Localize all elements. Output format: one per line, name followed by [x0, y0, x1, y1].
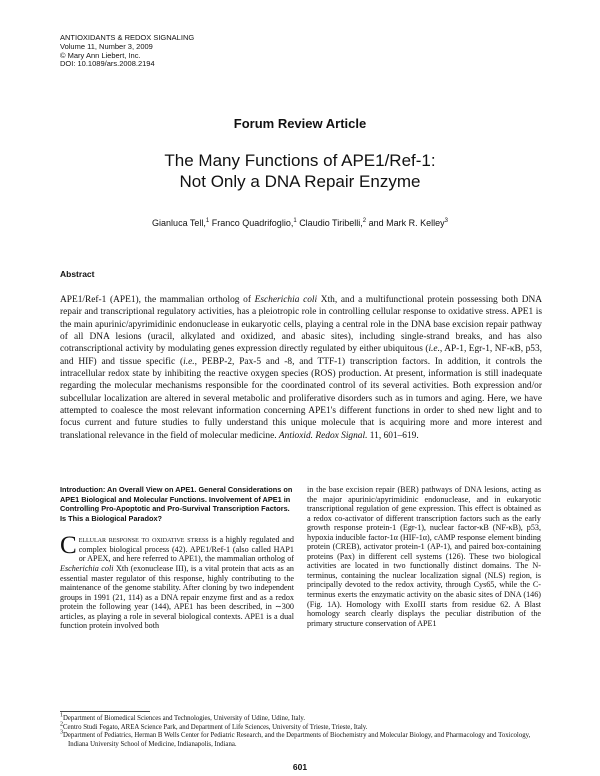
abstract-citation: 11, 601–619.: [367, 430, 419, 441]
body-text: is a highly regulated and complex biological process (42). APE1/Ref-1 (also called HAP1 or APEX, and here referred to APE1), the mammalian ortholog of: [78, 535, 294, 564]
body-text: Xth (exonuclease III), is a vital protein that acts as an essential master regulator of this response, highly contributing to the maintenance of the genome stability. After cloning by two independent groups in 1991 (21, 114) as a DNA repair enzyme first and as a redox protein the following year (144), APE1 has been described, in ∼300 articles, as playing a role in several biological contexts. APE1 is a dual function protein involved both: [60, 564, 294, 631]
footnote-text: Department of Biomedical Sciences and Technologies, University of Udine, Udine, Italy.: [63, 715, 306, 722]
abstract-heading: Abstract: [60, 269, 95, 279]
abstract-text: Xth, and a multifunctional protein possessing both DNA repair and transcriptional regulatory activities, has a pleiotropic role in controlling cellular response to oxidative stress. APE1 is the main apurinic/apyrimidinic endonuclease in eukaryotic cells, playing a central role in the DNA base excision repair pathway of all DNA lesions (uracil, alkylated and oxidized, and abasic sites), including single-strand breaks, and has also cotranscriptional activity by modulating genes expression directly regulated by either ubiquitous (: [60, 295, 543, 355]
body-text: in the base excision repair (BER) pathways of DNA lesions, acting as the major apurinic/apyrimidinic endonuclease, and in eukaryotic transcriptional regulation of gene expression. This effect is obtained as a redox co-activator of different transcription factors such as the early growth response protein-1 (Egr-1), nuclear factor-κB (NF-κB), p53, hypoxia inducible factor-1α (HIF-1α), cAMP response element binding protein (CREB), activator protein-1 (AP-1), and paired box-containing proteins (Pax) in different cell systems (126). These two biological activities are located in two functionally distinct domains. The N-terminus, containing the nuclear localization signal (NLS) region, is principally devoted to the redox activity, through Cys65, while the C-terminus exerts the enzymatic activity on the abasic sites of DNA (146) (Fig. 1A). Homology with ExoIII starts from residue 62. A Blast homology search clearly displays the peculiar distribution of the primary structure conservation of APE1: [307, 485, 541, 628]
article-title: [0, 150, 600, 192]
abstract-text: , AP-1, Egr-1, NF-κB, p53, and HIF) and tissue specific (: [60, 344, 542, 367]
footnote-marker: 3: [60, 729, 63, 736]
drop-cap: C: [60, 532, 77, 560]
footnote: [60, 729, 542, 749]
abstract-text: , PEBP-2, Pax-5 and -8, and TTF-1) transcription factors. In addition, it controls the intracellular redox state by inhibiting the reactive oxygen species (ROS) production. At present, information is still inadequate regarding the molecular mechanisms responsible for the coordinated control of its several activities. Both expression and/or subcellular localization are altered in several metabolic and proliferative disorders such as in tumors and aging. Here, we have attempted to coalesce the most relevant information concerning APE1's different functions in order to shed new light and to focus current and future studies to fully understand this unique molecule that is acquiring more and more interest and translational relevance in the field of molecular medicine.: [60, 356, 542, 441]
species-name: Escherichia coli: [254, 295, 318, 305]
species-name: Escherichia coli: [60, 564, 114, 574]
footnote-marker: 2: [60, 721, 63, 728]
author-list: [0, 218, 600, 228]
title-line-1: The Many Functions of APE1/Ref-1:: [164, 151, 436, 170]
journal-volume: Volume 11, Number 3, 2009: [60, 41, 153, 51]
abstract-body: [60, 294, 542, 442]
author-name: Gianluca Tell,: [152, 218, 206, 228]
article-type: Forum Review Article: [233, 116, 367, 131]
author-name: Franco Quadrifoglio,: [211, 218, 294, 228]
journal-header: [60, 34, 194, 69]
footnote-text: Department of Pediatrics, Herman B Wells Center for Pediatric Research, and the Departments of Biochemistry and Molecular Biology, and Pharmacology and Toxicology, Indiana University School of Medicine, Indianapolis, Indiana.: [63, 732, 531, 748]
footnote: [60, 712, 542, 724]
author-name: and Mark R. Kelley: [368, 218, 445, 228]
page-number: 601: [292, 762, 308, 772]
intro-paragraph: [60, 532, 294, 631]
author-name: Claudio Tiribelli,: [299, 218, 363, 228]
affiliation-marker: 1: [205, 218, 210, 224]
footnote-text: Centro Studi Fegato, AREA Science Park, and Department of Life Sciences, University of Trieste, Trieste, Italy.: [63, 723, 368, 731]
footnote: [60, 721, 542, 733]
affiliation-marker: 3: [444, 218, 448, 224]
affiliation-marker: 1: [293, 218, 297, 224]
journal-abbreviation: Antioxid. Redox Signal.: [278, 430, 368, 441]
abbreviation: i.e.: [183, 356, 195, 367]
body-column-left: [60, 485, 294, 631]
footnote-divider: [60, 711, 150, 712]
lead-in-text: ellular response to oxidative stress: [78, 535, 209, 545]
section-heading: Introduction: An Overall View on APE1. General Considerations on APE1 Biological and Molecular Functions. Involvement of APE1 in Controlling Pro-Apoptotic and Pro-Survival Transcription Factors. Is This a Biological Paradox?: [60, 485, 293, 523]
body-column-right: [307, 485, 541, 628]
affiliation-marker: 2: [362, 218, 367, 224]
title-line-2: Not Only a DNA Repair Enzyme: [179, 172, 421, 191]
journal-copyright: © Mary Ann Liebert, Inc.: [60, 50, 141, 60]
abstract-text: APE1/Ref-1 (APE1), the mammalian ortholog of: [60, 295, 255, 305]
journal-name: ANTIOXIDANTS & REDOX SIGNALING: [60, 33, 195, 42]
footnotes: [60, 712, 542, 749]
abbreviation: i.e.: [428, 344, 440, 355]
journal-doi[interactable]: DOI: 10.1089/ars.2008.2194: [60, 59, 155, 69]
footnote-marker: 1: [60, 712, 63, 719]
